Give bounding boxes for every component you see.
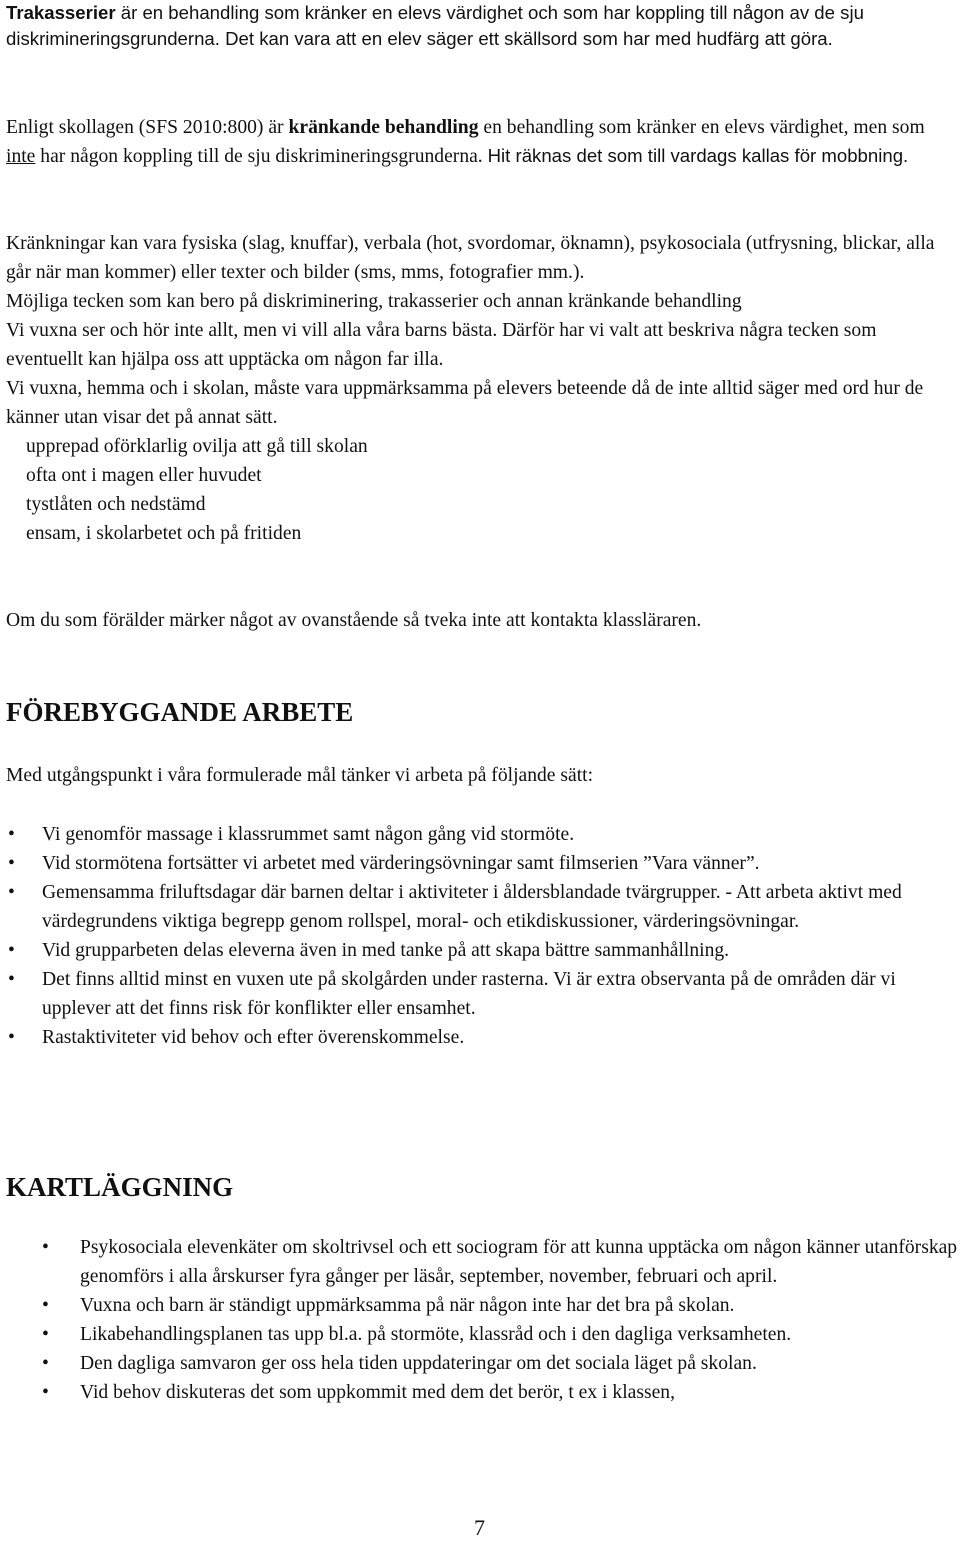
- krankande-term: kränkande behandling: [288, 117, 479, 138]
- list-item: • Vid grupparbeten delas eleverna även in med tanke på att skapa bättre sammanhållning.: [6, 936, 958, 965]
- contact-paragraph: [6, 606, 958, 635]
- krankningar-text: Kränkningar kan vara fysiska (slag, knuffar), verbala (hot, svordomar, öknamn), psykosociala (utfrysning, blickar, alla går när man kommer) eller texter och bilder (sms, mms, fotografier mm.).: [6, 233, 935, 283]
- signs-list-item: ensam, i skolarbetet och på fritiden: [26, 523, 302, 544]
- list-item: • Vi genomför massage i klassrummet samt någon gång vid stormöte.: [6, 820, 958, 849]
- trakasserier-definition: är en behandling som kränker en elevs värdighet och som har koppling till någon av de sju diskrimineringsgrunderna. Det kan vara att en elev säger ett skällsord som har med hudfärg att göra.: [6, 2, 864, 49]
- list-item: • Det finns alltid minst en vuxen ute på skolgården under rasterna. Vi är extra observanta på de områden där vi upplever att det finns risk för konflikter eller ensamhet.: [6, 965, 958, 1023]
- signs-heading: Möjliga tecken som kan bero på diskriminering, trakasserier och annan kränkande behandling: [6, 291, 742, 312]
- signs-list: [6, 432, 958, 548]
- heading-forebyggande: FÖREBYGGANDE ARBETE: [6, 697, 354, 727]
- list-item: • Den dagliga samvaron ger oss hela tiden uppdateringar om det sociala läget på skolan.: [6, 1349, 958, 1378]
- signs-list-item: upprepad oförklarlig ovilja att gå till skolan: [26, 436, 368, 457]
- list-item: • Gemensamma friluftsdagar där barnen deltar i aktiviteter i åldersblandade tvärgrupper. - Att arbeta aktivt med värdegrundens viktiga begrepp genom rollspel, moral- och etikdiskussioner, värderingsövningar.: [6, 878, 958, 936]
- list-item: • Vuxna och barn är ständigt uppmärksamma på när någon inte har det bra på skolan.: [6, 1291, 958, 1320]
- krankande-text-a: Enligt skollagen (SFS 2010:800) är: [6, 117, 289, 138]
- list-item: • Psykosociala elevenkäter om skoltrivsel och ett sociogram för att kunna upptäcka om någon känner utanförskap genomförs i alla årskurser fyra gånger per läsår, september, november, februari och april.: [6, 1233, 958, 1291]
- krankande-text-c: har någon koppling till de sju diskrimineringsgrunderna.: [35, 146, 488, 167]
- kartlaggning-list: [6, 1233, 958, 1407]
- underlined-inte: inte: [6, 146, 36, 167]
- signs-intro: Vi vuxna ser och hör inte allt, men vi vill alla våra barns bästa. Därför har vi valt att beskriva några tecken som eventuellt kan hjälpa oss att upptäcka om någon far illa.: [6, 320, 877, 370]
- contact-text: Om du som förälder märker något av ovanstående så tveka inte att kontakta klassläraren.: [6, 610, 702, 631]
- list-item: • Rastaktiviteter vid behov och efter överenskommelse.: [6, 1023, 958, 1052]
- heading-kartlaggning: KARTLÄGGNING: [6, 1172, 234, 1202]
- krankningar-paragraph: [6, 229, 958, 548]
- list-item: • Likabehandlingsplanen tas upp bl.a. på stormöte, klassråd och i den dagliga verksamheten.: [6, 1320, 958, 1349]
- page-number: 7: [474, 1515, 485, 1540]
- krankande-text-d: Hit räknas det som till vardags kallas för mobbning.: [487, 145, 909, 166]
- forebyggande-list: [6, 820, 958, 1052]
- signs-list-item: tystlåten och nedstämd: [26, 494, 206, 515]
- krankande-paragraph: [6, 113, 958, 171]
- krankande-text-b: en behandling som kränker en elevs värdighet, men som: [478, 117, 925, 138]
- kartlaggning-list-block: [6, 1233, 958, 1407]
- signs-list-item: ofta ont i magen eller huvudet: [26, 465, 262, 486]
- forebyggande-list-block: [6, 820, 958, 1052]
- list-item: • Vid stormötena fortsätter vi arbetet med värderingsövningar samt filmserien ”Vara vänner”.: [6, 849, 958, 878]
- signs-awareness: Vi vuxna, hemma och i skolan, måste vara uppmärksamma på elevers beteende då de inte alltid säger med ord hur de känner utan visar det på annat sätt.: [6, 378, 924, 428]
- trakasserier-term: Trakasserier: [6, 2, 116, 23]
- list-item: • Vid behov diskuteras det som uppkommit med dem det berör, t ex i klassen,: [6, 1378, 958, 1407]
- forebyggande-intro: [6, 761, 958, 790]
- forebyggande-intro-text: Med utgångspunkt i våra formulerade mål tänker vi arbeta på följande sätt:: [6, 765, 594, 786]
- trakasserier-paragraph: [6, 0, 958, 52]
